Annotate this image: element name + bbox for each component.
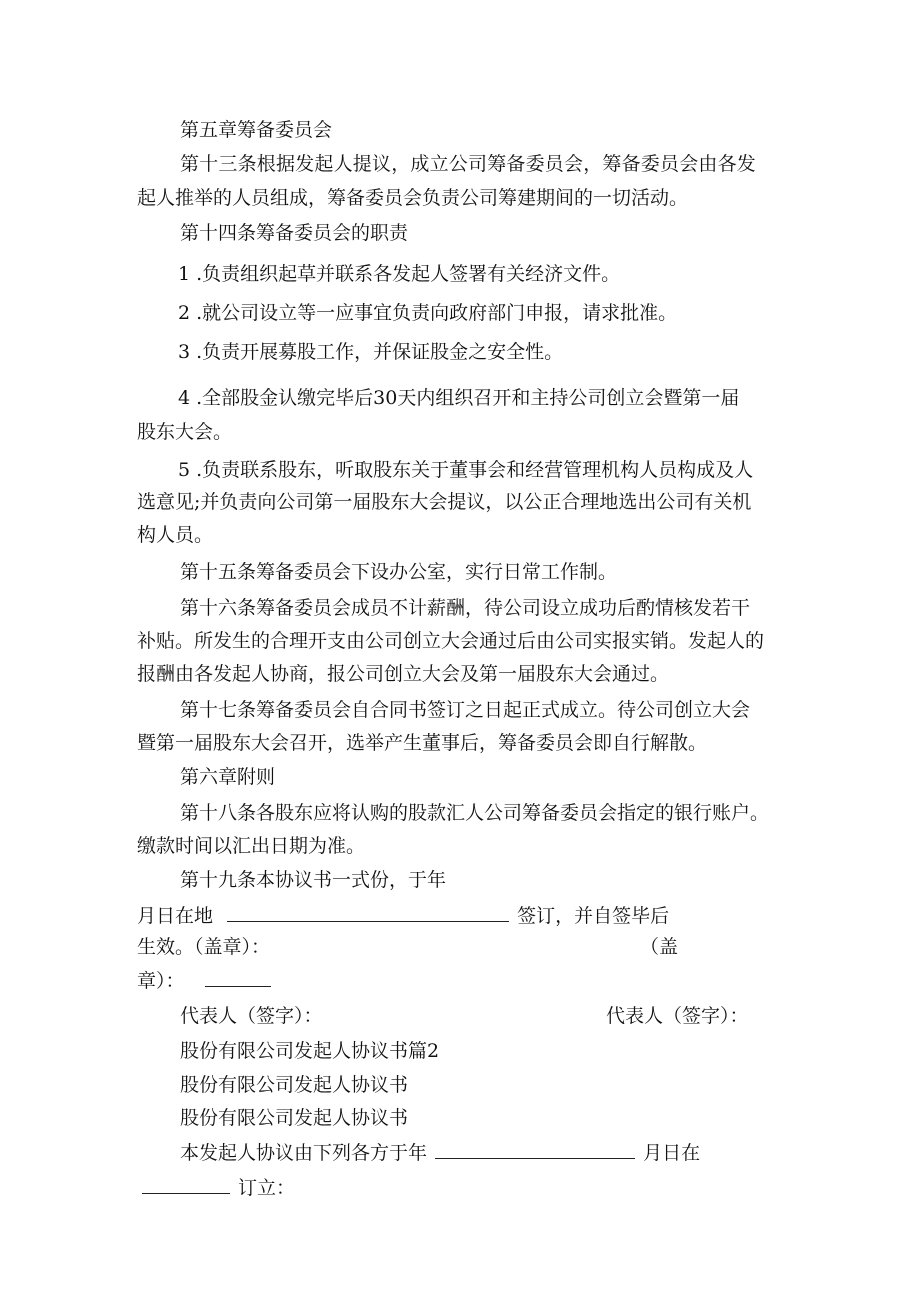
chapter-5-heading: 第五章筹备委员会 xyxy=(180,119,333,141)
article-17-line-2: 暨第一届股东大会召开，选举产生董事后，筹备委员会即自行解散。 xyxy=(137,732,708,754)
article-13-line-2: 起人推举的人员组成，筹备委员会负责公司筹建期间的一切活动。 xyxy=(137,187,689,209)
representative-right: 代表人（签字）： xyxy=(606,1005,749,1027)
agreement-title-2: 股份有限公司发起人协议书 xyxy=(180,1107,409,1129)
date-blank xyxy=(435,1140,635,1159)
seal-text-right: （盖 xyxy=(640,936,679,958)
agreement-intro-line-2 xyxy=(142,1175,295,1200)
article-19-line-2 xyxy=(137,903,669,928)
effective-seal-text: 生效。（盖章）： xyxy=(137,936,271,958)
duty-item-5-line-2: 选意见;并负责向公司第一届股东大会提议，以公正合理地选出公司有关机 xyxy=(137,491,752,513)
article-19-line-4 xyxy=(137,968,271,993)
signing-text: 签订，并自签毕后 xyxy=(517,905,670,927)
location-blank xyxy=(142,1175,230,1194)
duty-item-4-line-1: 4 .全部股金认缴完毕后30天内组织召开和主持公司创立会暨第一届 xyxy=(178,387,740,409)
duty-item-4-line-2: 股东大会。 xyxy=(137,421,233,443)
seal-continued-text: 章）： xyxy=(137,970,185,992)
chapter-6-heading: 第六章附则 xyxy=(180,766,276,788)
date-place-text-2: 月日在 xyxy=(643,1142,701,1164)
duty-item-2: 2 .就公司设立等一应事宜负责向政府部门申报，请求批准。 xyxy=(178,302,678,324)
duty-item-1: 1 .负责组织起草并联系各发起人签署有关经济文件。 xyxy=(178,263,621,285)
duty-item-5-line-1: 5 .负责联系股东，听取股东关于董事会和经营管理机构人员构成及人 xyxy=(178,459,754,481)
date-place-text: 月日在地 xyxy=(137,905,214,927)
article-19-line-1: 第十九条本协议书一式份，于年 xyxy=(180,869,447,891)
article-17-line-1: 第十七条筹备委员会自合同书签订之日起正式成立。待公司创立大会 xyxy=(180,699,751,721)
article-15: 第十五条筹备委员会下设办公室，实行日常工作制。 xyxy=(180,561,618,583)
article-13-line-1: 第十三条根据发起人提议，成立公司筹备委员会，筹备委员会由各发 xyxy=(180,153,757,175)
article-16-line-2: 补贴。所发生的合理开支由公司创立大会通过后由公司实报实销。发起人的 xyxy=(137,630,765,652)
duty-item-3: 3 .负责开展募股工作，并保证股金之安全性。 xyxy=(178,341,564,363)
agreement-title-1: 股份有限公司发起人协议书 xyxy=(180,1074,409,1096)
representative-left: 代表人（签字）： xyxy=(180,1005,323,1027)
article-16-line-3: 报酬由各发起人协商，报公司创立大会及第一届股东大会通过。 xyxy=(137,663,670,685)
part-2-title: 股份有限公司发起人协议书篇2 xyxy=(180,1040,440,1062)
seal-blank xyxy=(205,968,271,987)
article-14-heading: 第十四条筹备委员会的职责 xyxy=(180,222,409,244)
place-blank xyxy=(227,903,509,922)
duty-item-5-line-3: 构人员。 xyxy=(137,524,214,546)
article-16-line-1: 第十六条筹备委员会成员不计薪酬，待公司设立成功后酌情核发若干 xyxy=(180,597,751,619)
concluded-text: 订立： xyxy=(238,1177,296,1199)
article-18-line-2: 缴款时间以汇出日期为准。 xyxy=(137,835,366,857)
intro-text: 本发起人协议由下列各方于年 xyxy=(180,1142,428,1164)
agreement-intro-line-1 xyxy=(180,1140,700,1165)
article-18-line-1: 第十八条各股东应将认购的股款汇人公司筹备委员会指定的银行账户。 xyxy=(180,802,770,824)
